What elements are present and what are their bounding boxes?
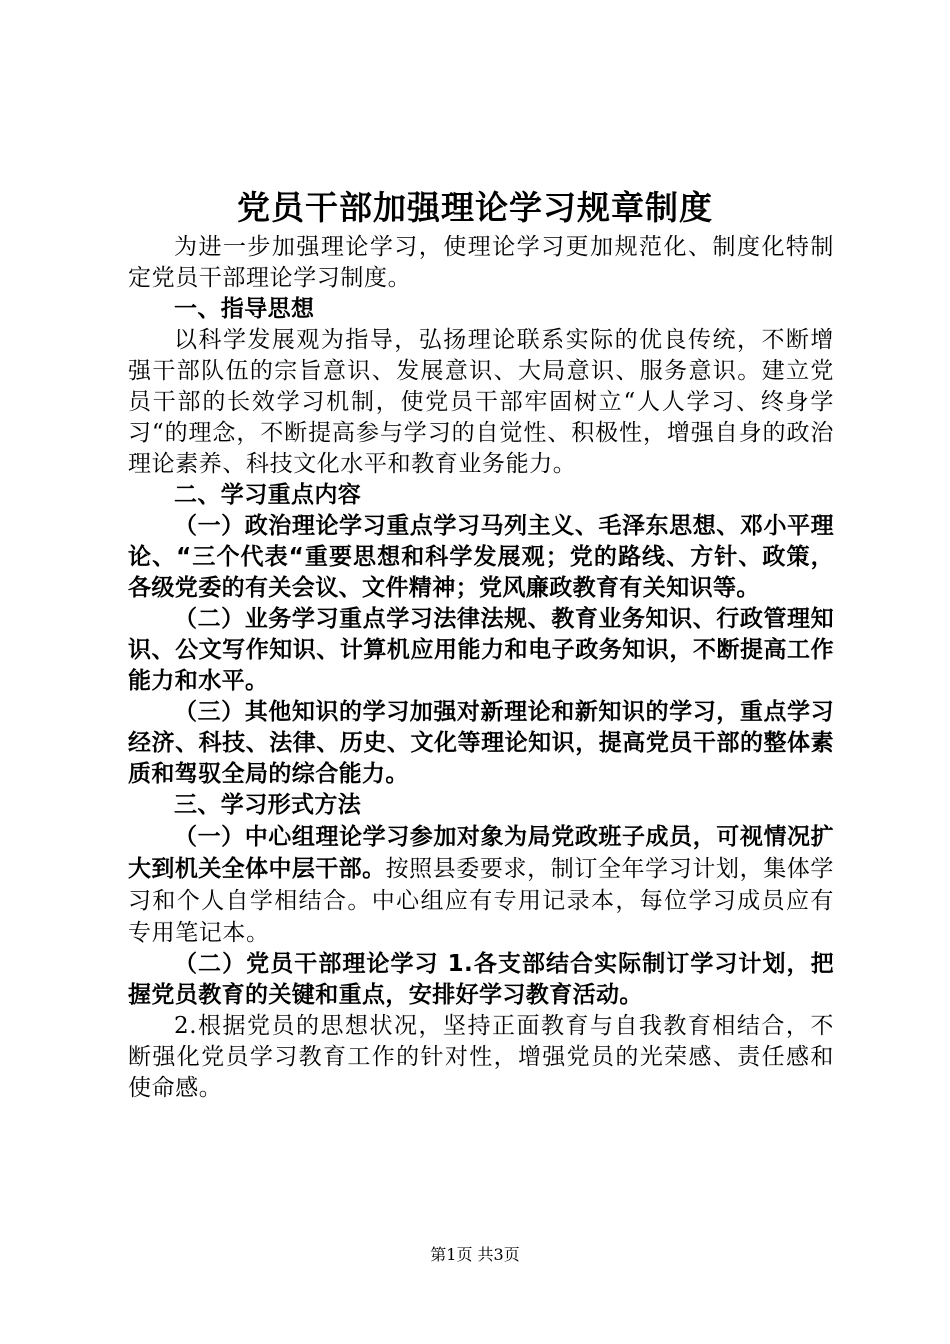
methods-item-1 [128, 821, 834, 949]
methods-item-2: （二）党员干部理论学习 1.各支部结合实际制订学习计划，把握党员教育的关键和重点，安排好学习教育活动。 [128, 951, 834, 1008]
document-title: 党员干部加强理论学习规章制度 [237, 188, 713, 227]
key-content-item-2: （二）业务学习重点学习法律法规、教育业务知识、行政管理知识、公文写作知识、计算机应用能力和电子政务知识，不断提高工作能力和水平。 [128, 606, 834, 694]
section-heading-methods: 三、学习形式方法 [174, 792, 362, 818]
methods-item-1-lead: （一）中心组理论学习参加对象为局党政班子成员，可视情况扩大到机关全体中层干部。 [128, 824, 834, 882]
methods-item-1-detail: 按照县委要求，制订全年学习计划，集体学习和个人自学相结合。中心组应有专用记录本，每位学习成员应有专用笔记本。 [128, 856, 835, 946]
guiding-ideology-paragraph: 以科学发展观为指导，弘扬理论联系实际的优良传统，不断增强干部队伍的宗旨意识、发展意识、大局意识、服务意识。建立党员干部的长效学习机制，使党员干部牢固树立“人人学习、终身学习“的理念，不断提高参与学习的自觉性、积极性，增强自身的政治理论素养、科技文化水平和教育业务能力。 [128, 327, 834, 477]
key-content-item-1: （一）政治理论学习重点学习马列主义、毛泽东思想、邓小平理论、“三个代表“重要思想和科学发展观；党的路线、方针、政策，各级党委的有关会议、文件精神；党风廉政教育有关知识等。 [128, 513, 834, 601]
intro-paragraph: 为进一步加强理论学习，使理论学习更加规范化、制度化特制定党员干部理论学习制度。 [128, 234, 834, 291]
page-number-footer: 第1页 共3页 [430, 1245, 520, 1264]
section-heading-key-content: 二、学习重点内容 [174, 482, 362, 508]
section-heading-guiding-ideology: 一、指导思想 [174, 296, 315, 322]
key-content-item-3: （三）其他知识的学习加强对新理论和新知识的学习，重点学习经济、科技、法律、历史、文化等理论知识，提高党员干部的整体素质和驾驭全局的综合能力。 [128, 699, 834, 787]
methods-item-2-point-2: 2.根据党员的思想状况，坚持正面教育与自我教育相结合，不断强化党员学习教育工作的针对性，增强党员的光荣感、责任感和使命感。 [128, 1013, 834, 1101]
document-body [128, 232, 834, 1104]
